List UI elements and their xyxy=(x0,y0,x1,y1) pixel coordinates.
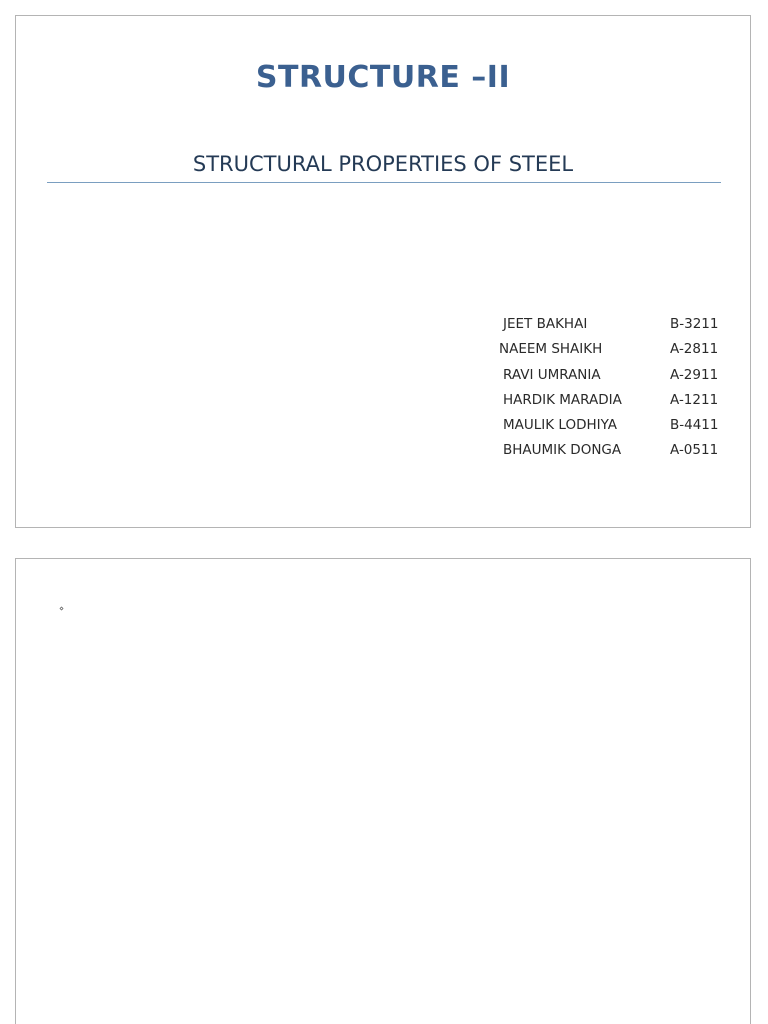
team-member-row xyxy=(16,367,750,389)
member-name: JEET BAKHAI xyxy=(503,316,588,332)
title-slide xyxy=(15,15,751,528)
member-roll-number: B-3211 xyxy=(670,316,719,332)
member-roll-number: A-1211 xyxy=(670,392,719,408)
team-member-row xyxy=(16,442,750,464)
slide-title: STRUCTURE –II xyxy=(255,60,511,95)
team-member-row xyxy=(16,417,750,439)
member-roll-number: A-2911 xyxy=(670,367,719,383)
member-name: NAEEM SHAIKH xyxy=(499,341,603,357)
member-roll-number: B-4411 xyxy=(670,417,719,433)
content-slide xyxy=(15,558,751,1024)
member-name: BHAUMIK DONGA xyxy=(503,442,622,458)
subtitle-divider xyxy=(47,182,721,183)
team-member-row xyxy=(16,392,750,414)
diamond-bullet-icon: ⋄ xyxy=(59,604,65,613)
member-name: MAULIK LODHIYA xyxy=(503,417,618,433)
team-member-row xyxy=(16,316,750,338)
member-roll-number: A-0511 xyxy=(670,442,719,458)
member-name: RAVI UMRANIA xyxy=(503,367,601,383)
team-member-row xyxy=(16,341,750,363)
member-name: HARDIK MARADIA xyxy=(503,392,622,408)
member-roll-number: A-2811 xyxy=(670,341,719,357)
slide-subtitle: STRUCTURAL PROPERTIES OF STEEL xyxy=(192,152,574,176)
